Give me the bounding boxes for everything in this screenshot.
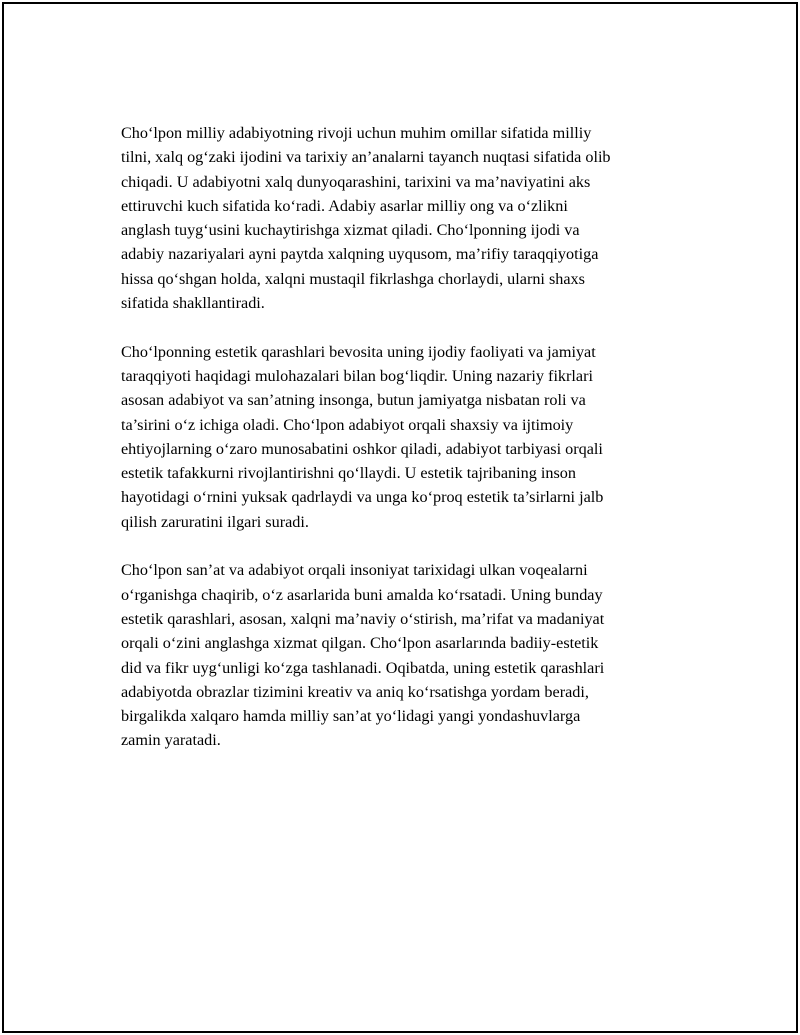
document-body	[121, 121, 681, 753]
paragraph-3: Cho‘lpon san’at va adabiyot orqali insoniyat tarixidagi ulkan voqealarni o‘rganishga chaqirib, o‘z asarlarida buni amalda ko‘rsatadi. Uning bunday estetik qarashlari, asosan, xalqni ma’naviy o‘stirish, ma’rifat va madaniyat orqali o‘zini anglashga xizmat qilgan. Cho‘lpon asarlarında badiiy-estetik did va fikr uyg‘unligi ko‘zga tashlanadi. Oqibatda, uning estetik qarashlari adabiyotda obrazlar tizimini kreativ va aniq ko‘rsatishga yordam beradi, birgalikda xalqaro hamda milliy san’at yo‘lidagi yangi yondashuvlarga zamin yaratadi.	[121, 561, 605, 750]
paragraph-2: Cho‘lponning estetik qarashlari bevosita uning ijodiy faoliyati va jamiyat taraqqiyoti haqidagi mulohazalari bilan bog‘liqdir. Uning nazariy fikrlari asosan adabiyot va san’atning insonga, butun jamiyatga nisbatan roli va ta’sirini o‘z ichiga oladi. Cho‘lpon adabiyot orqali shaxsiy va ijtimoiy ehtiyojlarning o‘zaro munosabatini oshkor qiladi, adabiyot tarbiyasi orqali estetik tafakkurni rivojlantirishni qo‘llaydi. U estetik tajribaning inson hayotidagi o‘rnini yuksak qadrlaydi va unga ko‘proq estetik ta’sirlarni jalb qilish zaruratini ilgari suradi.	[121, 342, 604, 531]
paragraph-1: Cho‘lpon milliy adabiyotning rivoji uchun muhim omillar sifatida milliy tilni, xalq og‘zaki ijodini va tarixiy an’analarni tayanch nuqtasi sifatida olib chiqadi. U adabiyotni xalq dunyoqarashini, tarixini va ma’naviyatini aks ettiruvchi kuch sifatida ko‘radi. Adabiy asarlar milliy ong va o‘zlikni anglash tuyg‘usini kuchaytirishga xizmat qiladi. Cho‘lponning ijodi va adabiy nazariyalari ayni paytda xalqning uyqusom, ma’rifiy taraqqiyotiga hissa qo‘shgan holda, xalqni mustaqil fikrlashga chorlaydi, ularni shaxs sifatida shakllantiradi.	[121, 124, 611, 313]
page-frame	[2, 2, 798, 1033]
